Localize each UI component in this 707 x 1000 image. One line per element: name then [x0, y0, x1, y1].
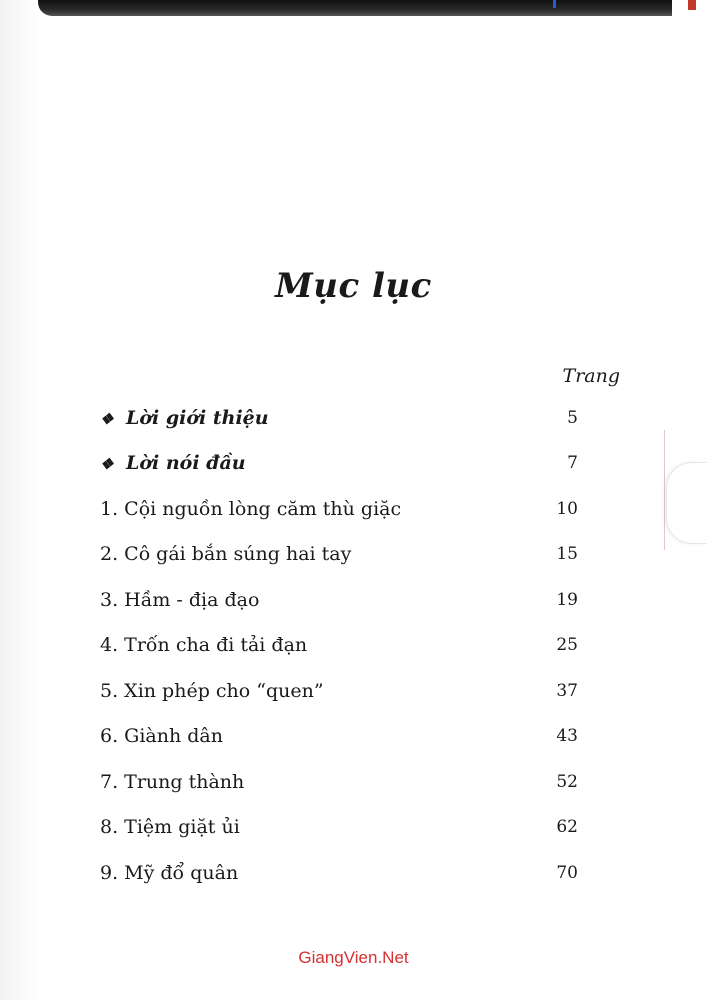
table-of-contents: [100, 395, 590, 896]
page-title: Mục lục: [275, 266, 432, 306]
toc-item-page: 15: [556, 544, 578, 565]
toc-item-label: 6. Giành dân: [100, 725, 223, 748]
page-top-edge: [38, 0, 672, 16]
toc-item[interactable]: [100, 486, 590, 532]
toc-item-title: [100, 452, 518, 474]
toc-item-page: 19: [556, 589, 578, 610]
toc-item-page: 5: [567, 407, 578, 428]
toc-item[interactable]: [100, 441, 590, 487]
edge-blue-mark: [553, 0, 556, 8]
toc-item[interactable]: [100, 395, 590, 441]
toc-item-label: Lời giới thiệu: [126, 406, 269, 429]
toc-item-label: 8. Tiệm giặt ủi: [100, 816, 240, 839]
toc-item-title: [100, 407, 518, 429]
diamond-bullet-icon: ❖: [100, 455, 114, 474]
page-edge-tab: [666, 462, 707, 544]
toc-item-page: 43: [556, 726, 578, 747]
toc-item[interactable]: [100, 623, 590, 669]
toc-item-page: 62: [556, 817, 578, 838]
watermark: GiangVien.Net: [298, 948, 409, 967]
page-left-shadow: [0, 0, 40, 1000]
page-column-header: Trang: [562, 365, 620, 387]
edge-red-mark: [688, 0, 696, 10]
toc-item[interactable]: [100, 805, 590, 851]
toc-item-page: 52: [556, 771, 578, 792]
page-fold-line: [664, 430, 665, 550]
toc-item[interactable]: [100, 577, 590, 623]
toc-item-label: 2. Cô gái bắn súng hai tay: [100, 543, 352, 566]
toc-item-label: 1. Cội nguồn lòng căm thù giặc: [100, 497, 402, 520]
toc-item[interactable]: [100, 850, 590, 896]
toc-item-page: 10: [556, 498, 578, 519]
toc-item[interactable]: [100, 714, 590, 760]
toc-item-label: 3. Hầm - địa đạo: [100, 588, 260, 611]
toc-item[interactable]: [100, 532, 590, 578]
toc-item-page: 37: [556, 680, 578, 701]
toc-item-label: Lời nói đầu: [126, 452, 246, 475]
toc-item-label: 4. Trốn cha đi tải đạn: [100, 634, 308, 657]
toc-item[interactable]: [100, 668, 590, 714]
toc-item-label: 9. Mỹ đổ quân: [100, 861, 239, 884]
toc-item-page: 7: [567, 453, 578, 474]
toc-item-page: 70: [556, 862, 578, 883]
toc-item-page: 25: [556, 635, 578, 656]
diamond-bullet-icon: ❖: [100, 409, 114, 428]
toc-item-label: 5. Xin phép cho “quen”: [100, 679, 324, 702]
toc-item-label: 7. Trung thành: [100, 770, 245, 793]
toc-item[interactable]: [100, 759, 590, 805]
